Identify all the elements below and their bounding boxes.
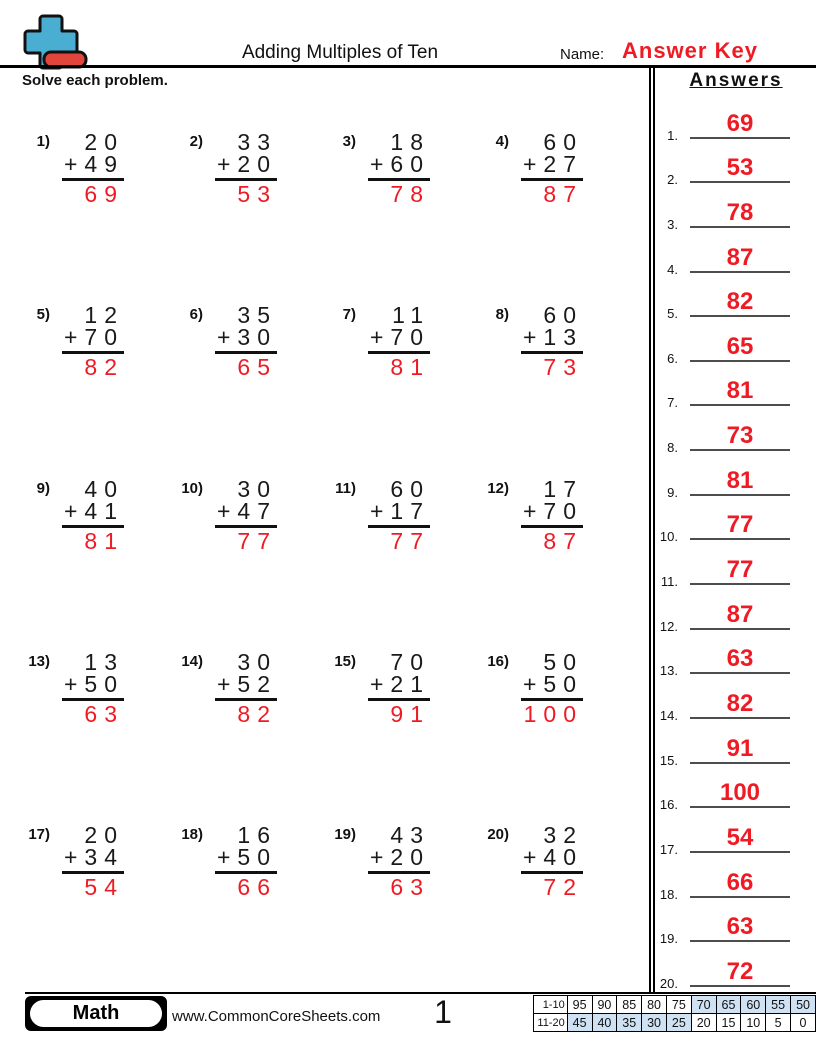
answer-entry-value: 87 xyxy=(726,243,754,271)
page-number: 1 xyxy=(434,994,452,1030)
answer-entry-value: 91 xyxy=(726,734,754,762)
problem-top-number: 30 xyxy=(237,648,277,675)
problem-number-label: 14) xyxy=(181,652,203,670)
answer-entry-value: 77 xyxy=(726,556,754,584)
score-cell: 30 xyxy=(642,1014,667,1032)
problem-number-label: 6) xyxy=(189,306,203,324)
problem-body xyxy=(521,302,583,381)
problem-top-number: 12 xyxy=(84,302,124,329)
problem-answer: 87 xyxy=(543,181,583,207)
problem-addend: +49 xyxy=(63,151,124,177)
problem-answer: 82 xyxy=(237,700,277,727)
score-cell: 85 xyxy=(617,996,642,1014)
problem-number-label: 8) xyxy=(495,306,509,324)
problem-body xyxy=(215,131,277,205)
answer-entry-number: 17. xyxy=(659,841,678,857)
problems-grid xyxy=(20,131,632,997)
answer-entry-number: 19. xyxy=(659,931,678,947)
problem-body xyxy=(62,302,124,381)
problem-addend: +20 xyxy=(216,151,277,177)
problem-body xyxy=(368,131,430,205)
answer-entry xyxy=(656,496,816,545)
problem-number-label: 19) xyxy=(334,826,356,844)
problem-answer: 63 xyxy=(84,700,124,727)
problem-body xyxy=(368,648,430,727)
problem-addend: +41 xyxy=(63,497,124,524)
problem-addend: +40 xyxy=(522,844,583,871)
answer-entry-value: 82 xyxy=(726,689,754,717)
problem-cell xyxy=(20,824,173,997)
problem-body xyxy=(368,822,430,901)
problem-cell xyxy=(479,131,632,304)
score-table xyxy=(533,995,816,1032)
problem-body xyxy=(215,302,277,381)
problem-addend: +70 xyxy=(63,324,124,351)
problem-addend: +50 xyxy=(522,670,583,697)
answers-panel xyxy=(656,70,816,991)
problem-addend: +21 xyxy=(369,670,430,697)
problem-addend: +50 xyxy=(63,670,124,697)
answer-entry xyxy=(656,853,816,902)
problem-top-number: 60 xyxy=(543,302,583,329)
problem-number-label: 20) xyxy=(487,826,509,844)
problem-number-label: 13) xyxy=(28,652,50,670)
problem-answer: 69 xyxy=(84,181,124,207)
problem-number-label: 4) xyxy=(495,133,509,150)
answer-entry-number: 14. xyxy=(659,707,678,723)
score-cell: 80 xyxy=(642,996,667,1014)
page-title: Adding Multiples of Ten xyxy=(241,42,439,63)
problem-body xyxy=(215,822,277,901)
answer-entry-value: 87 xyxy=(726,600,754,628)
answer-entry xyxy=(656,898,816,947)
answer-entry-line xyxy=(690,985,790,987)
answer-entry xyxy=(656,585,816,634)
problem-addend: +70 xyxy=(369,324,430,351)
score-cell: 70 xyxy=(691,996,716,1014)
problem-answer: 73 xyxy=(543,354,583,381)
problem-body xyxy=(62,648,124,727)
problem-top-number: 20 xyxy=(84,822,124,849)
problem-addend: +27 xyxy=(522,151,583,177)
answers-title: Answers xyxy=(689,70,783,91)
problem-body xyxy=(368,302,430,381)
answer-entry-value: 54 xyxy=(726,823,754,851)
problem-top-number: 17 xyxy=(543,475,583,502)
answer-entry-number: 12. xyxy=(659,618,678,634)
answer-entry-value: 81 xyxy=(726,377,754,405)
problem-body xyxy=(62,822,124,901)
answer-entry xyxy=(656,540,816,590)
answer-entry-number: 5. xyxy=(667,306,678,322)
problem-answer: 66 xyxy=(237,874,277,901)
answer-entry xyxy=(656,406,816,456)
answer-entry-value: 78 xyxy=(726,198,754,226)
problem-cell xyxy=(173,475,326,651)
answer-entry-value: 63 xyxy=(726,645,754,673)
problem-addend: +17 xyxy=(369,497,430,524)
problem-body xyxy=(368,475,430,554)
problem-addend: +70 xyxy=(522,497,583,524)
answer-entry xyxy=(656,362,816,411)
problem-body xyxy=(521,131,583,205)
answer-entry-number: 7. xyxy=(667,395,678,411)
problem-addend: +47 xyxy=(216,497,277,524)
answer-entry xyxy=(656,94,816,143)
problem-addend: +13 xyxy=(522,324,583,351)
problem-cell xyxy=(20,304,173,477)
problem-body xyxy=(215,475,277,554)
problem-answer: 100 xyxy=(523,700,583,727)
problem-top-number: 50 xyxy=(543,648,583,675)
problem-top-number: 70 xyxy=(390,648,430,675)
score-cell: 95 xyxy=(567,996,592,1014)
answer-entry xyxy=(656,451,816,500)
problem-cell xyxy=(20,648,173,824)
problem-cell xyxy=(479,824,632,997)
problem-addend: +20 xyxy=(369,844,430,871)
answer-entry-number: 9. xyxy=(667,484,678,500)
answer-key-text: Answer Key xyxy=(622,38,758,63)
score-cell: 10 xyxy=(741,1014,766,1032)
answer-entry xyxy=(656,942,816,991)
answer-entry-value: 65 xyxy=(726,332,754,360)
answer-entry xyxy=(656,719,816,768)
answer-entry-number: 13. xyxy=(659,663,678,679)
problem-answer: 77 xyxy=(237,527,277,554)
problem-addend: +34 xyxy=(63,844,124,871)
problem-body xyxy=(521,648,583,727)
problem-cell xyxy=(173,824,326,997)
problem-top-number: 33 xyxy=(237,129,277,155)
answer-entry xyxy=(656,630,816,679)
answer-entry xyxy=(656,183,816,232)
problem-top-number: 16 xyxy=(237,822,277,849)
score-cell: 40 xyxy=(592,1014,617,1032)
problem-number-label: 11) xyxy=(335,479,356,497)
answer-entry-number: 6. xyxy=(667,350,678,366)
answer-entry xyxy=(656,674,816,723)
score-cell: 0 xyxy=(791,1014,816,1032)
problem-cell xyxy=(173,648,326,824)
answer-entry-number: 1. xyxy=(667,127,678,143)
score-range-label: 11-20 xyxy=(534,1014,568,1032)
problem-cell xyxy=(173,131,326,304)
answer-entry xyxy=(656,764,816,813)
problem-number-label: 3) xyxy=(342,133,356,150)
answer-entry-number: 2. xyxy=(667,172,678,188)
problem-cell xyxy=(20,131,173,304)
answers-separator-line xyxy=(649,68,655,992)
problem-cell xyxy=(479,475,632,651)
website-url: www.CommonCoreSheets.com xyxy=(172,1008,381,1025)
answer-entry-value: 69 xyxy=(726,109,754,137)
problem-number-label: 9) xyxy=(36,479,50,497)
answer-entry-value: 53 xyxy=(726,154,754,182)
answer-entry-value: 66 xyxy=(726,868,754,896)
answer-entry xyxy=(656,808,816,857)
problem-addend: +30 xyxy=(216,324,277,351)
answer-entry xyxy=(656,273,816,322)
problem-top-number: 43 xyxy=(390,822,430,849)
subject-badge-label: Math xyxy=(30,1000,162,1027)
problem-answer: 53 xyxy=(237,181,277,207)
problem-body xyxy=(62,131,124,205)
score-cell: 5 xyxy=(766,1014,791,1032)
score-range-label: 1-10 xyxy=(534,996,568,1014)
answer-entry-number: 10. xyxy=(659,529,678,545)
name-label: Name: xyxy=(560,46,605,63)
score-cell: 25 xyxy=(666,1014,691,1032)
problem-top-number: 18 xyxy=(390,129,430,155)
problem-cell xyxy=(326,648,479,824)
score-cell: 45 xyxy=(567,1014,592,1032)
answer-entry-number: 8. xyxy=(667,440,678,456)
problem-answer: 78 xyxy=(390,181,430,207)
score-cell: 65 xyxy=(716,996,741,1014)
problem-number-label: 10) xyxy=(181,479,203,497)
answer-entry-number: 4. xyxy=(667,261,678,277)
problem-body xyxy=(62,475,124,554)
problem-number-label: 2) xyxy=(189,133,203,150)
problem-addend: +60 xyxy=(369,151,430,177)
answer-entry-value: 73 xyxy=(726,422,754,450)
score-cell: 20 xyxy=(691,1014,716,1032)
answer-entry xyxy=(656,317,816,366)
score-cell: 75 xyxy=(666,996,691,1014)
problem-top-number: 60 xyxy=(390,475,430,502)
problem-top-number: 13 xyxy=(84,648,124,675)
answer-entry xyxy=(656,139,816,188)
problem-number-label: 1) xyxy=(36,133,50,150)
answer-entry-number: 18. xyxy=(659,886,678,902)
problem-top-number: 30 xyxy=(237,475,277,502)
score-row xyxy=(534,1014,816,1032)
problem-top-number: 20 xyxy=(84,129,124,155)
answer-entry-number: 15. xyxy=(659,752,678,768)
problem-addend: +50 xyxy=(216,844,277,871)
problem-cell xyxy=(326,304,479,477)
answer-entry-value: 72 xyxy=(726,957,754,985)
problem-body xyxy=(215,648,277,727)
problem-cell xyxy=(479,648,632,824)
problem-number-label: 16) xyxy=(487,652,509,670)
problem-body xyxy=(521,475,583,554)
answer-entry-number: 3. xyxy=(667,216,678,232)
problem-top-number: 40 xyxy=(84,475,124,502)
score-row xyxy=(534,996,816,1014)
problem-top-number: 32 xyxy=(543,822,583,849)
problem-number-label: 15) xyxy=(334,652,356,670)
problem-answer: 77 xyxy=(390,527,430,554)
header-divider xyxy=(0,65,816,68)
problem-answer: 91 xyxy=(390,700,430,727)
problem-cell xyxy=(326,131,479,304)
problem-answer: 81 xyxy=(84,527,124,554)
problem-number-label: 5) xyxy=(36,306,50,324)
score-cell: 15 xyxy=(716,1014,741,1032)
answer-entry-value: 63 xyxy=(726,913,754,941)
problem-top-number: 60 xyxy=(543,129,583,155)
problem-answer: 87 xyxy=(543,527,583,554)
problem-top-number: 11 xyxy=(392,302,430,329)
problem-addend: +52 xyxy=(216,670,277,697)
footer-divider xyxy=(25,992,816,994)
problem-answer: 65 xyxy=(237,354,277,381)
problem-answer: 54 xyxy=(84,874,124,901)
problem-answer: 81 xyxy=(390,354,430,381)
problem-number-label: 17) xyxy=(28,826,50,844)
problem-number-label: 12) xyxy=(487,479,509,497)
answer-entry-number: 11. xyxy=(660,574,678,590)
answer-entry-value: 81 xyxy=(726,466,754,494)
answer-entry-value: 77 xyxy=(726,511,754,539)
problem-answer: 63 xyxy=(390,874,430,901)
score-table-body xyxy=(534,996,816,1032)
problem-cell xyxy=(479,304,632,477)
answer-entry xyxy=(656,228,816,277)
subject-badge xyxy=(25,996,167,1031)
score-cell: 90 xyxy=(592,996,617,1014)
problem-number-label: 18) xyxy=(181,826,203,844)
problem-answer: 72 xyxy=(543,874,583,901)
problem-cell xyxy=(326,475,479,651)
problem-answer: 82 xyxy=(84,354,124,381)
answers-list xyxy=(656,94,816,991)
problem-number-label: 7) xyxy=(342,306,356,324)
problem-top-number: 35 xyxy=(237,302,277,329)
problem-cell xyxy=(20,475,173,651)
problem-body xyxy=(521,822,583,901)
score-cell: 60 xyxy=(741,996,766,1014)
problem-cell xyxy=(326,824,479,997)
instruction-text: Solve each problem. xyxy=(22,72,168,89)
score-cell: 35 xyxy=(617,1014,642,1032)
score-cell: 50 xyxy=(791,996,816,1014)
answer-entry-number: 20. xyxy=(659,975,678,991)
answer-entry-value: 100 xyxy=(719,779,761,807)
problem-cell xyxy=(173,304,326,477)
score-cell: 55 xyxy=(766,996,791,1014)
answer-entry-number: 16. xyxy=(659,797,678,813)
answer-entry-value: 82 xyxy=(726,288,754,316)
